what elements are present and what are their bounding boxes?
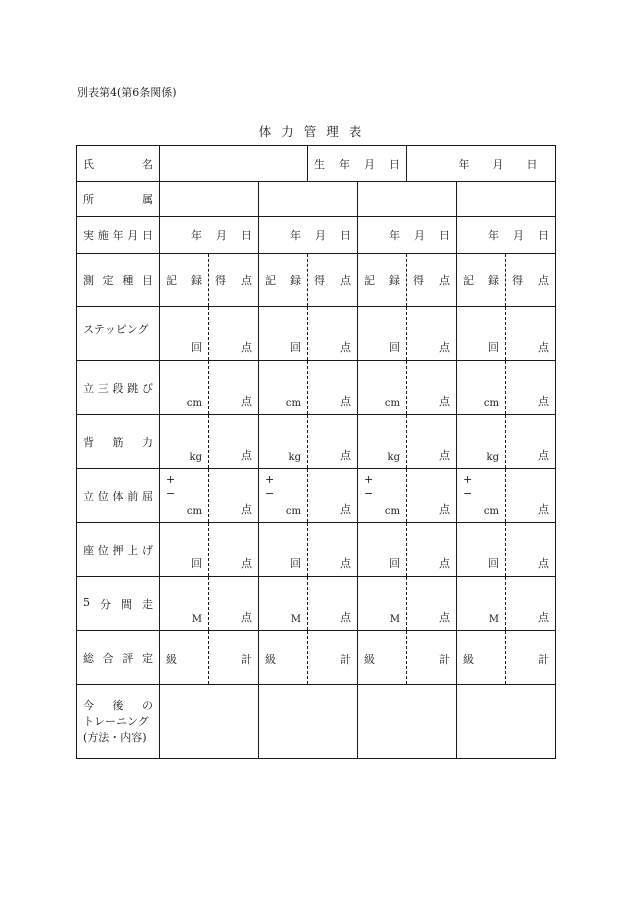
record-input[interactable] — [457, 469, 506, 523]
measurement-label-char: 目 — [141, 274, 153, 287]
score-input[interactable] — [308, 307, 358, 361]
record-input[interactable] — [358, 523, 407, 577]
training-label-cell — [77, 685, 160, 759]
plus-minus-sign: + − — [166, 473, 176, 500]
overall-label-cell — [77, 631, 160, 685]
measurement-label-char: 分 — [100, 597, 111, 611]
fitness-management-table — [76, 145, 556, 759]
grade-unit: 級 — [166, 653, 177, 666]
record-input[interactable] — [160, 523, 209, 577]
overall-label-char: 総 — [83, 651, 94, 665]
record-input[interactable] — [457, 361, 506, 415]
training-row — [77, 685, 556, 759]
affiliation-field-2[interactable] — [259, 182, 358, 217]
training-field-4[interactable] — [457, 685, 556, 759]
record-header-char: 録 — [191, 274, 202, 287]
record-header-char: 記 — [463, 274, 474, 287]
measurement-label-char: び — [142, 381, 153, 395]
affiliation-label-cell — [77, 182, 160, 217]
score-unit: 点 — [340, 449, 351, 462]
record-unit: cm — [384, 506, 400, 517]
exam-date-label-char: 月 — [127, 229, 139, 242]
record-unit: 回 — [290, 557, 301, 570]
record-input[interactable] — [259, 307, 308, 361]
training-field-2[interactable] — [259, 685, 358, 759]
measurement-label-char: 上 — [127, 543, 139, 557]
record-unit: M — [488, 614, 499, 625]
score-unit: 点 — [340, 341, 351, 354]
score-input[interactable] — [407, 577, 457, 631]
measurement-label-char: 立 — [83, 381, 94, 395]
record-input[interactable] — [160, 307, 209, 361]
score-input[interactable] — [506, 523, 556, 577]
score-input[interactable] — [506, 415, 556, 469]
score-header-4 — [506, 254, 556, 307]
score-unit: 点 — [340, 503, 351, 516]
score-input[interactable] — [308, 577, 358, 631]
record-unit: cm — [285, 506, 301, 517]
birth-day-unit: 日 — [526, 157, 538, 171]
training-label-line1-char: の — [142, 698, 153, 712]
year-unit: 年 — [389, 229, 400, 242]
score-input[interactable] — [209, 469, 259, 523]
score-input[interactable] — [407, 307, 457, 361]
total-unit: 計 — [439, 653, 450, 666]
affiliation-field-1[interactable] — [160, 182, 259, 217]
record-input[interactable] — [160, 361, 209, 415]
score-header-char: 得 — [215, 274, 226, 287]
total-input[interactable] — [308, 631, 358, 685]
measurement-label-cell — [77, 254, 160, 307]
score-input[interactable] — [209, 523, 259, 577]
record-unit: kg — [189, 452, 202, 463]
measurement-label-char: 体 — [112, 489, 124, 503]
measurement-label: ステッピング — [83, 322, 149, 336]
measurement-label-cell — [77, 577, 160, 631]
name-row — [77, 146, 556, 182]
month-unit: 月 — [513, 229, 524, 242]
measurement-label — [77, 542, 159, 558]
score-unit: 点 — [241, 611, 252, 624]
score-header-char: 点 — [340, 274, 351, 287]
record-unit: M — [191, 614, 202, 625]
measurement-label-cell — [77, 307, 160, 361]
record-input[interactable] — [358, 307, 407, 361]
record-input[interactable] — [160, 469, 209, 523]
plus-minus-sign: + − — [463, 473, 473, 500]
score-unit: 点 — [538, 611, 549, 624]
exam-date-field-4[interactable] — [457, 217, 556, 254]
year-unit: 年 — [488, 229, 499, 242]
record-unit: cm — [483, 506, 499, 517]
record-header-char: 録 — [488, 274, 499, 287]
name-field[interactable] — [160, 146, 308, 182]
measurement-row — [77, 361, 556, 415]
score-header-3 — [407, 254, 457, 307]
score-header-char: 点 — [538, 274, 549, 287]
score-input[interactable] — [407, 361, 457, 415]
score-unit: 点 — [439, 503, 450, 516]
record-unit: kg — [288, 452, 301, 463]
birth-label-char: 年 — [339, 157, 350, 171]
score-input[interactable] — [209, 307, 259, 361]
score-input[interactable] — [506, 469, 556, 523]
total-unit: 計 — [241, 653, 252, 666]
score-header-char: 得 — [314, 274, 325, 287]
record-unit: 回 — [389, 557, 400, 570]
measurement-label-char: 位 — [97, 489, 109, 503]
record-input[interactable] — [457, 523, 506, 577]
training-field-3[interactable] — [358, 685, 457, 759]
affiliation-field-4[interactable] — [457, 182, 556, 217]
record-input[interactable] — [457, 307, 506, 361]
measurement-row — [77, 469, 556, 523]
score-unit: 点 — [241, 449, 252, 462]
score-input[interactable] — [308, 415, 358, 469]
day-unit: 日 — [538, 229, 549, 242]
score-unit: 点 — [340, 611, 351, 624]
record-input[interactable] — [259, 577, 308, 631]
grade-unit: 級 — [463, 653, 474, 666]
birth-year-unit: 年 — [458, 157, 470, 171]
record-header-4 — [457, 254, 506, 307]
record-unit: kg — [486, 452, 499, 463]
record-input[interactable] — [259, 415, 308, 469]
measurement-label-char: 位 — [97, 543, 109, 557]
score-input[interactable] — [308, 469, 358, 523]
score-input[interactable] — [506, 361, 556, 415]
record-unit: 回 — [488, 557, 499, 570]
record-input[interactable] — [457, 415, 506, 469]
record-unit: 回 — [290, 341, 301, 354]
overall-label-char: 評 — [122, 651, 134, 665]
score-header-char: 得 — [512, 274, 523, 287]
total-input[interactable] — [209, 631, 259, 685]
record-header-char: 記 — [166, 274, 177, 287]
score-input[interactable] — [407, 469, 457, 523]
score-input[interactable] — [506, 307, 556, 361]
measurement-label-char: 段 — [112, 381, 124, 395]
score-header-char: 得 — [413, 274, 424, 287]
affiliation-row — [77, 182, 556, 217]
month-unit: 月 — [216, 229, 227, 242]
plus-minus-sign: + − — [265, 473, 275, 500]
measurement-label-char: 測 — [83, 274, 94, 287]
record-input[interactable] — [160, 577, 209, 631]
record-input[interactable] — [358, 577, 407, 631]
record-unit: cm — [186, 506, 202, 517]
score-input[interactable] — [209, 361, 259, 415]
affiliation-label-char: 所 — [83, 193, 94, 206]
measurement-label-char: 跳 — [127, 381, 139, 395]
birth-label-char: 生 — [314, 157, 325, 171]
measurement-label-char: 定 — [102, 274, 114, 287]
measurement-label-char: 力 — [142, 435, 153, 449]
birth-label-cell — [308, 146, 407, 182]
record-unit: cm — [384, 398, 400, 409]
record-header-char: 記 — [364, 274, 375, 287]
score-input[interactable] — [308, 361, 358, 415]
grade-unit: 級 — [364, 653, 375, 666]
birth-date-field[interactable] — [407, 146, 556, 182]
score-unit: 点 — [538, 341, 549, 354]
score-unit: 点 — [439, 611, 450, 624]
measurement-label-cell — [77, 361, 160, 415]
score-unit: 点 — [241, 395, 252, 408]
record-input[interactable] — [358, 415, 407, 469]
record-input[interactable] — [358, 469, 407, 523]
grade-input[interactable] — [259, 631, 308, 685]
affiliation-field-3[interactable] — [358, 182, 457, 217]
record-unit: 回 — [389, 341, 400, 354]
record-unit: 回 — [191, 557, 202, 570]
measurement-label-char: 間 — [121, 597, 132, 611]
record-unit: 回 — [488, 341, 499, 354]
record-input[interactable] — [259, 523, 308, 577]
score-unit: 点 — [340, 557, 351, 570]
score-unit: 点 — [538, 395, 549, 408]
affiliation-label-char: 属 — [142, 193, 153, 206]
measurement-label-cell — [77, 415, 160, 469]
birth-label-char: 月 — [364, 157, 375, 171]
measurement-label-char: 走 — [142, 597, 153, 611]
year-unit: 年 — [191, 229, 202, 242]
training-label-line3: (方法・内容) — [83, 730, 147, 744]
day-unit: 日 — [340, 229, 351, 242]
measurement-label-char: げ — [142, 543, 153, 557]
total-unit: 計 — [538, 653, 549, 666]
day-unit: 日 — [439, 229, 450, 242]
grade-unit: 級 — [265, 653, 276, 666]
score-header-1 — [209, 254, 259, 307]
total-input[interactable] — [506, 631, 556, 685]
measurement-label — [77, 380, 159, 396]
exam-date-field-3[interactable] — [358, 217, 457, 254]
measurement-label-char: 押 — [112, 543, 124, 557]
score-unit: 点 — [439, 557, 450, 570]
score-input[interactable] — [506, 577, 556, 631]
birth-month-unit: 月 — [492, 157, 504, 171]
training-label-line1-char: 後 — [112, 698, 124, 712]
total-input[interactable] — [407, 631, 457, 685]
measurement-label-char: 背 — [83, 435, 94, 449]
score-input[interactable] — [209, 415, 259, 469]
measurement-label — [77, 434, 159, 450]
training-label-line1-char: 今 — [83, 698, 94, 712]
name-label-char: 氏 — [83, 157, 94, 171]
name-label-char: 名 — [142, 157, 153, 171]
record-input[interactable] — [160, 415, 209, 469]
exam-date-label-char: 施 — [97, 229, 109, 242]
record-input[interactable] — [457, 577, 506, 631]
grade-input[interactable] — [358, 631, 407, 685]
measurement-label-cell — [77, 469, 160, 523]
record-unit: cm — [285, 398, 301, 409]
exam-date-row — [77, 217, 556, 254]
score-unit: 点 — [241, 503, 252, 516]
record-header-char: 記 — [265, 274, 276, 287]
score-unit: 点 — [538, 449, 549, 462]
score-unit: 点 — [439, 449, 450, 462]
record-unit: cm — [483, 398, 499, 409]
record-input[interactable] — [259, 361, 308, 415]
score-header-char: 点 — [241, 274, 252, 287]
score-input[interactable] — [209, 577, 259, 631]
score-input[interactable] — [407, 415, 457, 469]
day-unit: 日 — [241, 229, 252, 242]
measurement-label-char: 種 — [122, 274, 134, 287]
measurement-label-char: 筋 — [112, 435, 124, 449]
measurement-row — [77, 415, 556, 469]
grade-input[interactable] — [457, 631, 506, 685]
measurement-row — [77, 577, 556, 631]
record-unit: cm — [186, 398, 202, 409]
score-input[interactable] — [407, 523, 457, 577]
record-header-3 — [358, 254, 407, 307]
record-input[interactable] — [358, 361, 407, 415]
exam-date-field-2[interactable] — [259, 217, 358, 254]
record-unit: M — [290, 614, 301, 625]
measurement-label-char: 座 — [83, 543, 94, 557]
record-input[interactable] — [259, 469, 308, 523]
record-unit: 回 — [191, 341, 202, 354]
record-header-char: 録 — [290, 274, 301, 287]
measurement-label-char: 三 — [97, 381, 109, 395]
record-header-char: 録 — [389, 274, 400, 287]
year-unit: 年 — [290, 229, 301, 242]
exam-date-label-char: 実 — [83, 229, 94, 242]
score-header-2 — [308, 254, 358, 307]
document-title: 体力管理表 — [258, 124, 372, 139]
document-caption: 別表第4(第6条関係) — [77, 86, 177, 99]
score-unit: 点 — [538, 503, 549, 516]
score-input[interactable] — [308, 523, 358, 577]
measurement-label-char: 5 — [83, 595, 90, 609]
measurement-label — [77, 488, 159, 504]
name-label-cell — [77, 146, 160, 182]
plus-minus-sign: + − — [364, 473, 374, 500]
overall-evaluation-row — [77, 631, 556, 685]
exam-date-label-cell — [77, 217, 160, 254]
record-header-2 — [259, 254, 308, 307]
score-unit: 点 — [241, 341, 252, 354]
measurement-row — [77, 307, 556, 361]
exam-date-label-char: 年 — [112, 229, 124, 242]
score-unit: 点 — [439, 341, 450, 354]
score-header-char: 点 — [439, 274, 450, 287]
measurement-header-row — [77, 254, 556, 307]
training-label-line2: トレーニング — [83, 714, 149, 728]
record-header-1 — [160, 254, 209, 307]
overall-label-char: 合 — [102, 651, 114, 665]
overall-label-char: 定 — [141, 651, 153, 665]
record-unit: M — [389, 614, 400, 625]
measurement-label-char: 前 — [127, 489, 139, 503]
total-unit: 計 — [340, 653, 351, 666]
measurement-label-cell — [77, 523, 160, 577]
exam-date-field-1[interactable] — [160, 217, 259, 254]
training-field-1[interactable] — [160, 685, 259, 759]
score-unit: 点 — [241, 557, 252, 570]
score-unit: 点 — [340, 395, 351, 408]
measurement-label-char: 屈 — [142, 489, 153, 503]
score-unit: 点 — [439, 395, 450, 408]
measurement-label — [77, 596, 159, 612]
measurement-rows — [77, 307, 556, 631]
birth-label-char: 日 — [389, 157, 400, 171]
measurement-row — [77, 523, 556, 577]
exam-date-label-char: 日 — [142, 229, 153, 242]
grade-input[interactable] — [160, 631, 209, 685]
month-unit: 月 — [315, 229, 326, 242]
measurement-label-char: 立 — [83, 489, 94, 503]
score-unit: 点 — [538, 557, 549, 570]
record-unit: kg — [387, 452, 400, 463]
month-unit: 月 — [414, 229, 425, 242]
